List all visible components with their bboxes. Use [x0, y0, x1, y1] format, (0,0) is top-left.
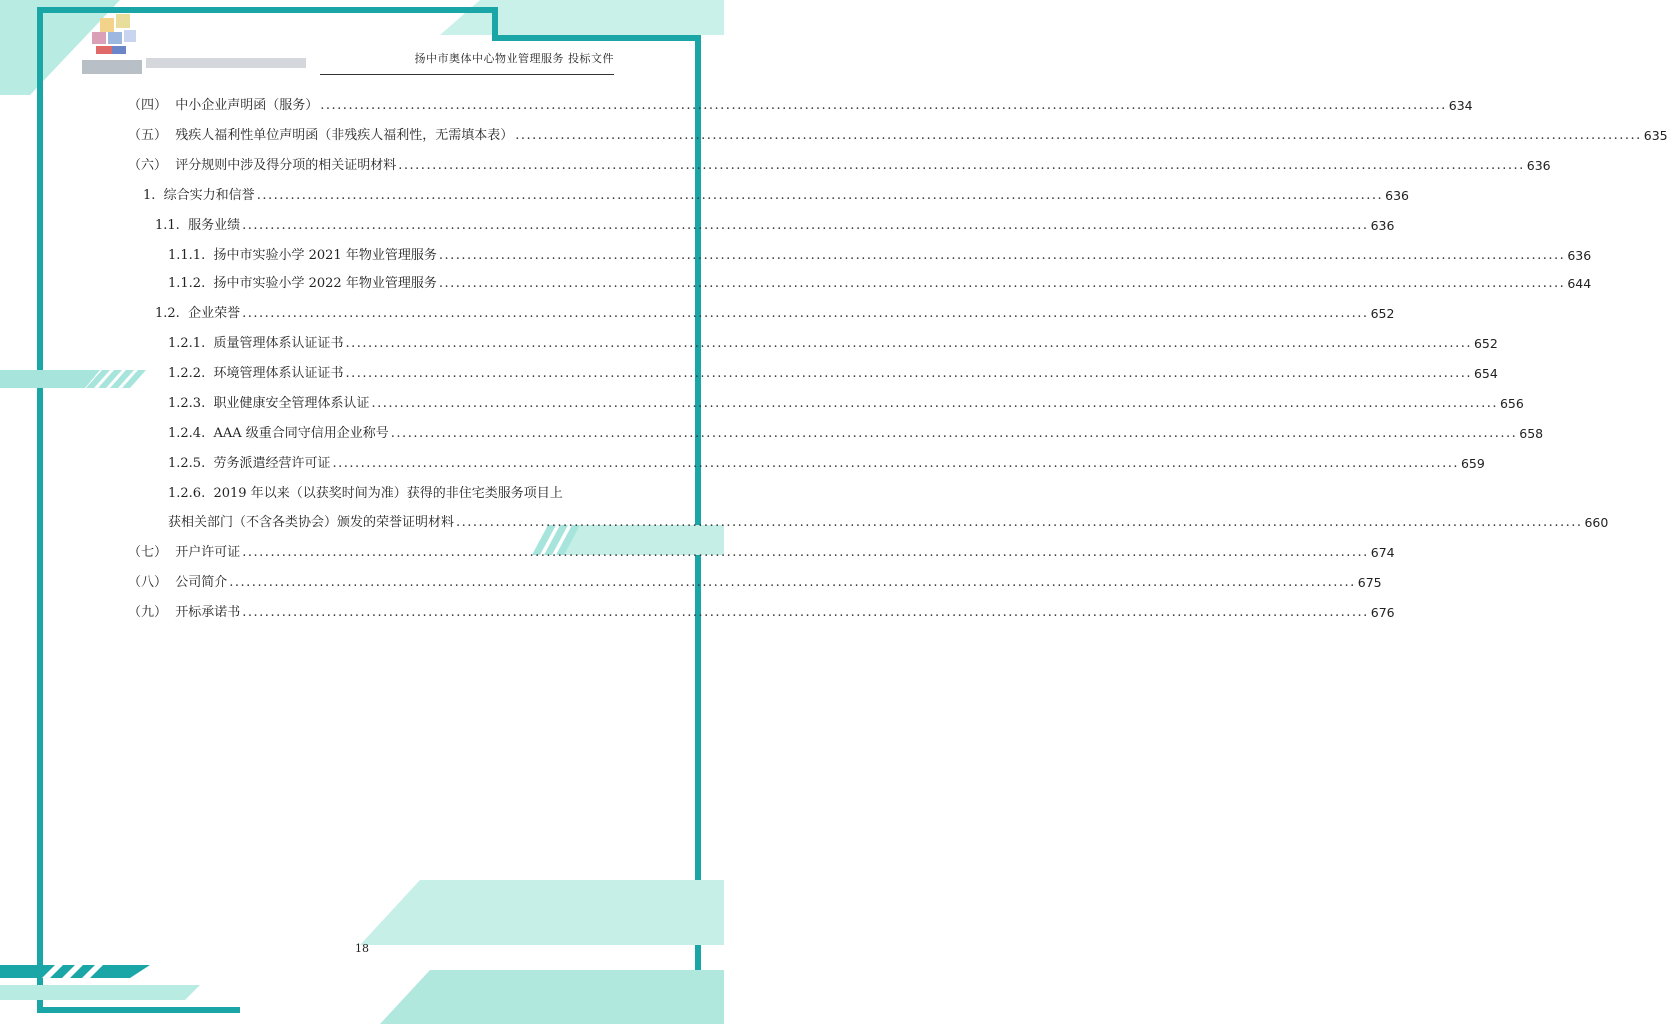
- toc-entry[interactable]: [168, 510, 1609, 532]
- toc-entry-page: 674: [1370, 545, 1395, 560]
- toc-entry[interactable]: [128, 153, 1551, 175]
- toc-entry-number: 1.: [143, 188, 164, 203]
- toc-entry-title: 评分规则中涉及得分项的相关证明材料: [175, 158, 397, 173]
- toc-entry[interactable]: [128, 93, 1473, 115]
- toc-entry-title: 公司简介: [175, 575, 228, 590]
- toc-entry-title: 劳务派遣经营许可证: [213, 456, 331, 471]
- toc-entry-number: 1.1.2.: [168, 276, 214, 291]
- toc-entry-number: 1.1.1.: [168, 248, 214, 263]
- toc-entry-number: 1.2.4.: [168, 426, 214, 441]
- toc-entry-number: （七）: [128, 545, 176, 560]
- toc-entry[interactable]: [128, 570, 1382, 592]
- toc-entry-title: 中小企业声明函（服务）: [175, 98, 319, 113]
- toc-entry-page: 676: [1370, 605, 1395, 620]
- toc-entry-number: 1.2.2.: [168, 366, 214, 381]
- toc-entry-number: （四）: [128, 98, 176, 113]
- toc-entry-number: （九）: [128, 605, 176, 620]
- toc-entry[interactable]: [168, 361, 1498, 383]
- toc-leader-dots: ........................................................................................................................................................................................................: [438, 248, 1566, 263]
- toc-entry-page: 652: [1370, 306, 1395, 321]
- toc-entry-page: 675: [1357, 575, 1382, 590]
- toc-entry-page: 636: [1526, 158, 1551, 173]
- toc-entry-page: 635: [1643, 128, 1668, 143]
- toc-entry[interactable]: [155, 213, 1395, 235]
- document-header-title: 扬中市奥体中心物业管理服务 投标文件: [414, 52, 614, 65]
- toc-leader-dots: ........................................................................................................................................................................................................: [345, 336, 1472, 351]
- toc-entry-title: 服务业绩: [188, 218, 241, 233]
- toc-entry-number: 1.2.: [155, 306, 189, 321]
- toc-leader-dots: ........................................................................................................................................................................................................: [242, 218, 1369, 233]
- toc-entry-title: 扬中市实验小学 2021 年物业管理服务: [213, 248, 437, 263]
- toc-entry[interactable]: [155, 301, 1395, 323]
- toc-entry-number: 1.2.5.: [168, 456, 214, 471]
- toc-entry[interactable]: [168, 391, 1524, 413]
- toc-entry-title: 残疾人福利性单位声明函（非残疾人福利性，无需填本表）: [175, 128, 514, 143]
- toc-leader-dots: ........................................................................................................................................................................................................: [242, 545, 1369, 560]
- toc-entry-title: 扬中市实验小学 2022 年物业管理服务: [213, 276, 437, 291]
- toc-leader-dots: ........................................................................................................................................................................................................: [229, 575, 1356, 590]
- toc-entry-number: 1.2.3.: [168, 396, 214, 411]
- toc-entry-title: 企业荣誉: [188, 306, 241, 321]
- toc-entry-number: 1.2.1.: [168, 336, 214, 351]
- toc-entry-title: 2019 年以来（以获奖时间为准）获得的非住宅类服务项目上: [213, 486, 563, 501]
- toc-entry-page: 644: [1567, 276, 1592, 291]
- page-number: 18: [355, 942, 369, 955]
- toc-leader-dots: ........................................................................................................................................................................................................: [390, 426, 1518, 441]
- toc-entry[interactable]: [168, 243, 1592, 265]
- toc-entry-page: 652: [1473, 336, 1498, 351]
- toc-entry-title: 开户许可证: [175, 545, 241, 560]
- toc-entry-number: 1.2.6.: [168, 486, 214, 501]
- toc-leader-dots: ........................................................................................................................................................................................................: [456, 515, 1583, 530]
- toc-leader-dots: ........................................................................................................................................................................................................: [371, 396, 1498, 411]
- toc-entry-title: AAA 级重合同守信用企业称号: [213, 426, 389, 441]
- toc-entry-page: 636: [1567, 248, 1592, 263]
- toc-leader-dots: ........................................................................................................................................................................................................: [320, 98, 1447, 113]
- toc-entry[interactable]: [128, 600, 1395, 622]
- toc-leader-dots: ........................................................................................................................................................................................................: [398, 158, 1525, 173]
- toc-entry-page: 654: [1473, 366, 1498, 381]
- toc-entry-page: 656: [1499, 396, 1524, 411]
- toc-leader-dots: ........................................................................................................................................................................................................: [515, 128, 1642, 143]
- toc-leader-dots: ........................................................................................................................................................................................................: [438, 276, 1566, 291]
- toc-entry[interactable]: [168, 451, 1485, 473]
- toc-entry[interactable]: [168, 331, 1498, 353]
- toc-entry-title: 综合实力和信誉: [163, 188, 255, 203]
- toc-entry-title: 开标承诺书: [175, 605, 241, 620]
- toc-entry[interactable]: [168, 481, 615, 503]
- toc-entry[interactable]: [168, 271, 1592, 293]
- toc-entry-number: （五）: [128, 128, 176, 143]
- toc-entry-page: 660: [1584, 515, 1609, 530]
- toc-entry[interactable]: [128, 540, 1395, 562]
- toc-entry-page: 636: [1370, 218, 1395, 233]
- toc-entry-page: 659: [1460, 456, 1485, 471]
- toc-entry-title: 获相关部门（不含各类协会）颁发的荣誉证明材料: [168, 515, 455, 530]
- toc-entry-page: 636: [1385, 188, 1410, 203]
- toc-entry-title: 质量管理体系认证证书: [213, 336, 344, 351]
- toc-leader-dots: ........................................................................................................................................................................................................: [345, 366, 1472, 381]
- toc-entry[interactable]: [128, 123, 1668, 145]
- toc-entry-title: 环境管理体系认证证书: [213, 366, 344, 381]
- toc-leader-dots: ........................................................................................................................................................................................................: [256, 188, 1384, 203]
- toc-leader-dots: ........................................................................................................................................................................................................: [242, 605, 1369, 620]
- toc-entry-number: （六）: [128, 158, 176, 173]
- toc-leader-dots: ........................................................................................................................................................................................................: [332, 456, 1459, 471]
- toc-entry-page: 634: [1448, 98, 1473, 113]
- toc-entry-number: 1.1.: [155, 218, 189, 233]
- toc-entry-page: 658: [1519, 426, 1544, 441]
- toc-entry-title: 职业健康安全管理体系认证: [213, 396, 370, 411]
- toc-entry-number: （八）: [128, 575, 176, 590]
- toc-entry[interactable]: [168, 421, 1544, 443]
- toc-entry[interactable]: [143, 183, 1410, 205]
- toc-leader-dots: ........................................................................................................................................................................................................: [242, 306, 1369, 321]
